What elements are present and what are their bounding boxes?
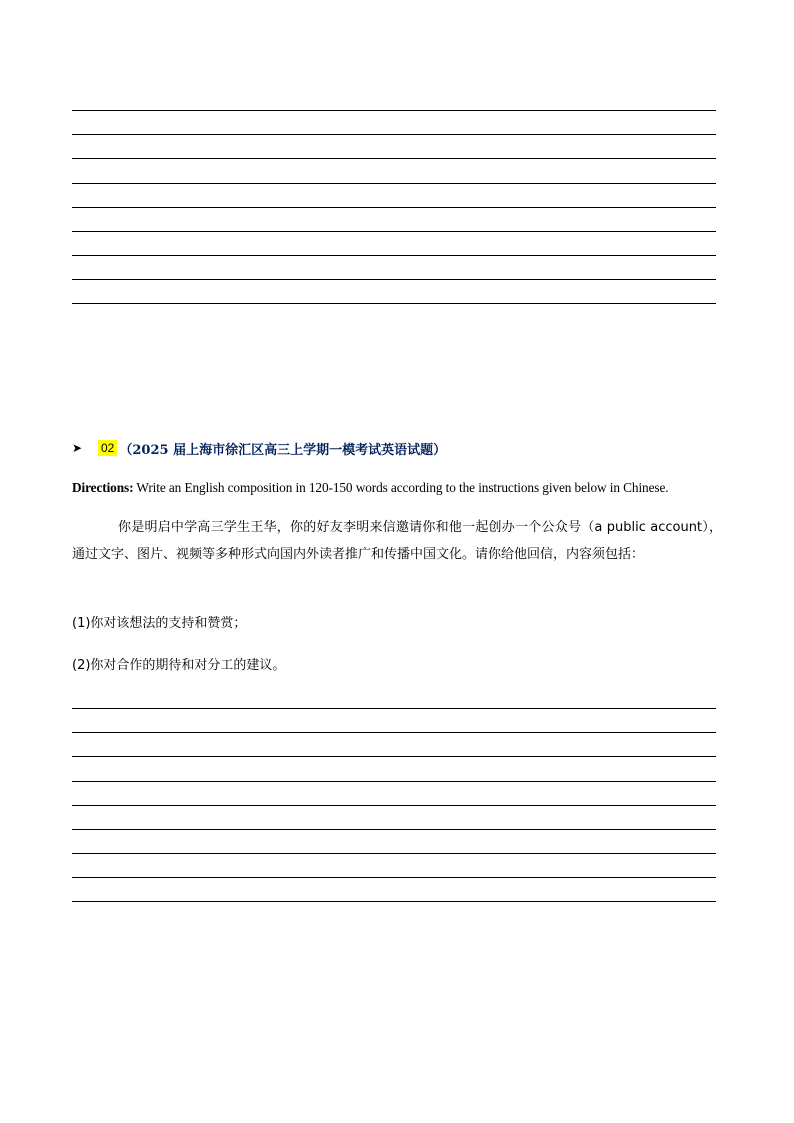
- answer-line: [72, 901, 716, 902]
- question-number: 02: [98, 440, 117, 456]
- question-heading: [72, 438, 446, 458]
- answer-line: [72, 158, 716, 159]
- answer-line: [72, 134, 716, 135]
- question-source: （2025 届上海市徐汇区高三上学期一模考试英语试题）: [119, 442, 447, 458]
- answer-line: [72, 805, 716, 806]
- answer-line: [72, 231, 716, 232]
- answer-line: [72, 829, 716, 830]
- answer-line: [72, 756, 716, 757]
- answer-line: [72, 708, 716, 709]
- prompt-paragraph: 你是明启中学高三学生王华，你的好友李明来信邀请你和他一起创办一个公众号（a public account），通过文字、图片、视频等多种形式向国内外读者推广和传播中国文化。请你给他回信，内容须包括：: [72, 520, 722, 562]
- answer-line: [72, 255, 716, 256]
- directions: [72, 480, 722, 496]
- directions-text: Write an English composition in 120-150 words according to the instructions given below in Chinese.: [133, 480, 669, 495]
- answer-line: [72, 853, 716, 854]
- answer-line: [72, 303, 716, 304]
- answer-line: [72, 110, 716, 111]
- answer-line: [72, 279, 716, 280]
- arrow-bullet-icon: ➤: [72, 441, 83, 455]
- answer-line: [72, 732, 716, 733]
- directions-label: Directions:: [72, 480, 134, 495]
- answer-line: [72, 183, 716, 184]
- requirement-item-1: (1)你对该想法的支持和赞赏；: [72, 616, 247, 631]
- answer-line: [72, 781, 716, 782]
- requirement-item-2: (2)你对合作的期待和对分工的建议。: [72, 658, 286, 673]
- answer-line: [72, 207, 716, 208]
- answer-line: [72, 877, 716, 878]
